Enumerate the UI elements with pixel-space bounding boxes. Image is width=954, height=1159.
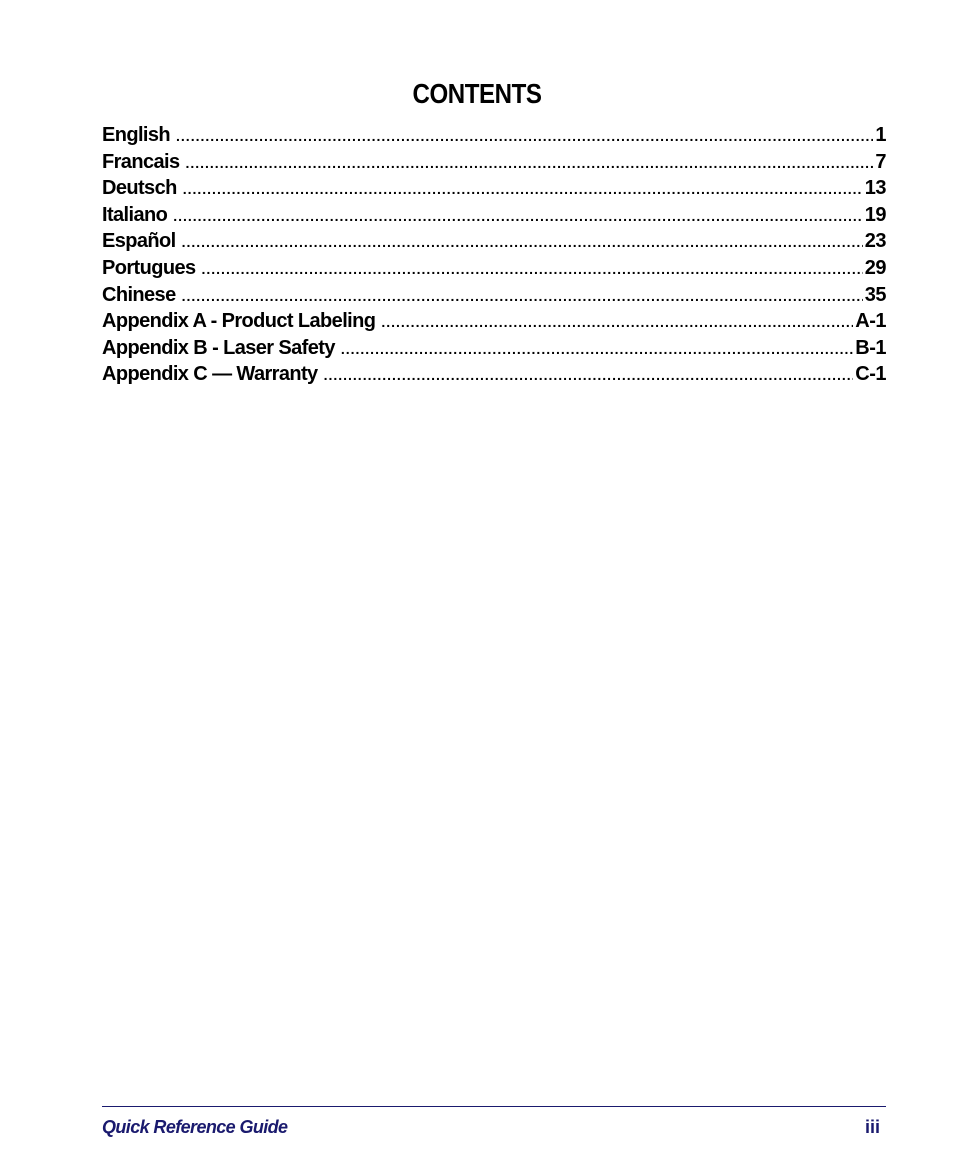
dot-leader	[182, 289, 863, 303]
dot-leader	[341, 342, 853, 356]
toc-entry-label: Italiano	[102, 203, 168, 226]
toc-entry-label: Deutsch	[102, 177, 177, 200]
dot-leader	[202, 262, 863, 276]
toc-entry-english[interactable]	[102, 124, 886, 151]
table-of-contents	[102, 124, 886, 390]
dot-leader	[183, 182, 863, 196]
toc-entry-label: Portugues	[102, 256, 196, 279]
toc-entry-page: 1	[875, 124, 886, 146]
dot-leader	[381, 315, 853, 329]
dot-leader	[324, 368, 854, 382]
toc-entry-portugues[interactable]	[102, 257, 886, 284]
toc-entry-page: 29	[864, 256, 886, 279]
dot-leader	[182, 235, 863, 249]
footer-page-number: iii	[864, 1117, 880, 1137]
toc-entry-page: C-1	[855, 363, 886, 386]
toc-entry-italiano[interactable]	[102, 204, 886, 231]
dot-leader	[176, 129, 873, 143]
toc-entry-appendix-c[interactable]	[102, 363, 886, 390]
toc-entry-appendix-b[interactable]	[102, 337, 886, 364]
toc-entry-label: English	[102, 124, 171, 146]
dot-leader	[185, 156, 873, 170]
dot-leader	[173, 209, 863, 223]
footer-divider	[102, 1106, 886, 1107]
toc-entry-page: B-1	[855, 336, 886, 359]
toc-entry-label: Appendix C — Warranty	[102, 363, 318, 386]
toc-entry-page: 7	[875, 150, 886, 173]
toc-entry-appendix-a[interactable]	[102, 310, 886, 337]
toc-entry-label: Appendix A - Product Labeling	[102, 310, 376, 333]
toc-entry-page: 23	[864, 230, 886, 253]
toc-entry-page: 35	[864, 283, 886, 306]
toc-entry-label: Chinese	[102, 283, 176, 306]
toc-entry-francais[interactable]	[102, 151, 886, 178]
footer-guide-title: Quick Reference Guide	[102, 1117, 288, 1137]
toc-entry-page: 19	[864, 203, 886, 226]
toc-entry-page: 13	[864, 177, 886, 200]
toc-entry-label: Español	[102, 230, 176, 253]
toc-entry-page: A-1	[855, 310, 886, 333]
toc-entry-espanol[interactable]	[102, 230, 886, 257]
page-title: CONTENTS	[412, 78, 542, 109]
toc-entry-chinese[interactable]	[102, 284, 886, 311]
toc-entry-label: Francais	[102, 150, 180, 173]
toc-entry-label: Appendix B - Laser Safety	[102, 336, 335, 359]
toc-entry-deutsch[interactable]	[102, 177, 886, 204]
